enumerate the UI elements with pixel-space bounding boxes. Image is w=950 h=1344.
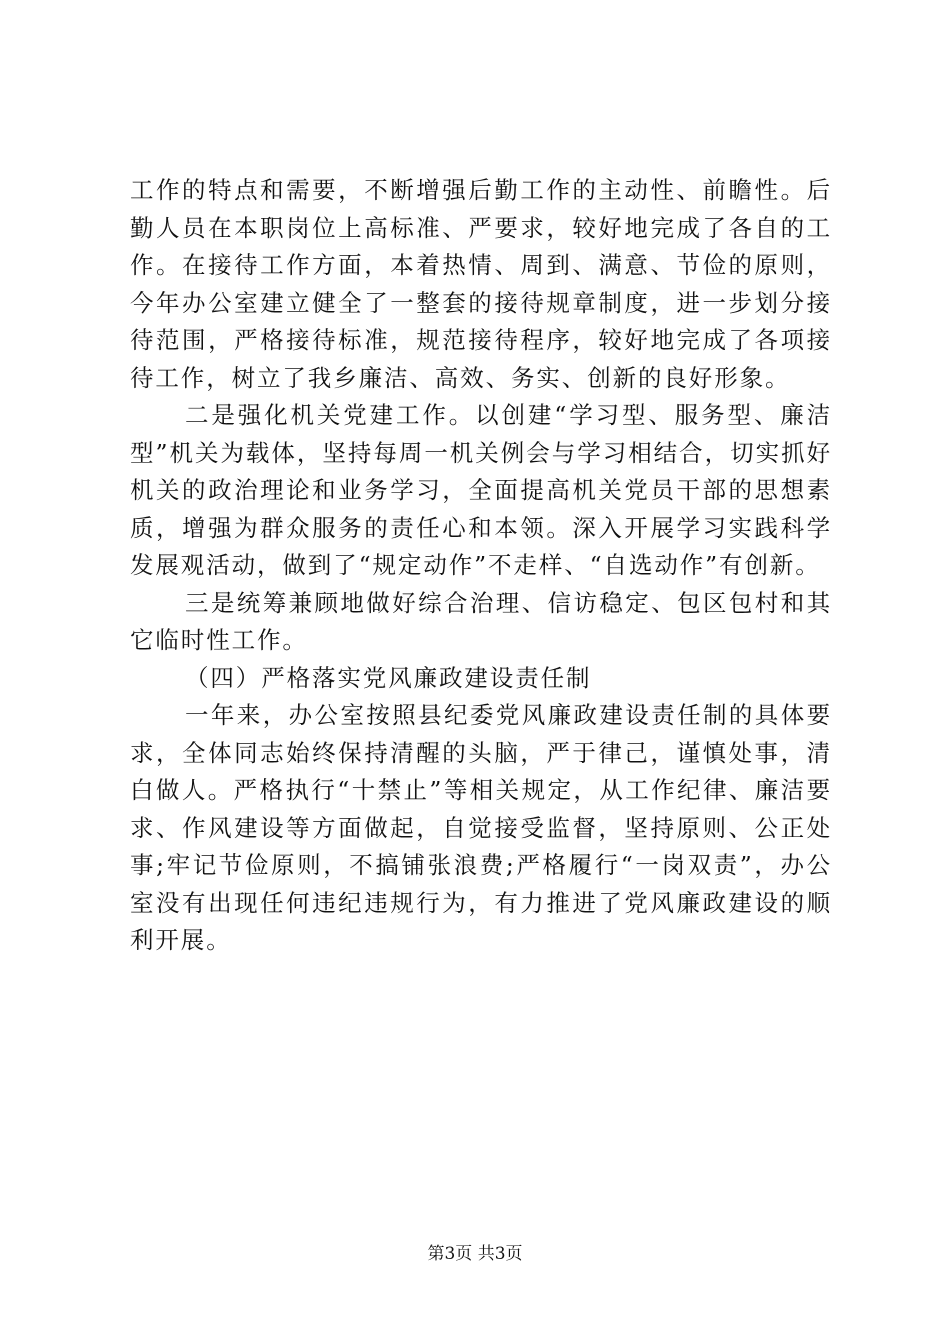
paragraph-continuation: 工作的特点和需要，不断增强后勤工作的主动性、前瞻性。后勤人员在本职岗位上高标准、严要求，较好地完成了各自的工作。在接待工作方面，本着热情、周到、满意、节俭的原则，今年办公室建立健全了一整套的接待规章制度，进一步划分接待范围，严格接待标准，规范接待程序，较好地完成了各项接待工作，树立了我乡廉洁、高效、务实、创新的良好形象。 [130, 176, 832, 392]
page-footer: 第3页 共3页 [427, 1244, 523, 1264]
section-heading-four: （四）严格落实党风廉政建设责任制 [185, 663, 592, 692]
document-body [130, 172, 832, 960]
paragraph-integrity: 一年来，办公室按照县纪委党风廉政建设责任制的具体要求，全体同志始终保持清醒的头脑，严于律己，谨慎处事，清白做人。严格执行“十禁止”等相关规定，从工作纪律、廉洁要求、作风建设等方面做起，自觉接受监督，坚持原则、公正处事;牢记节俭原则，不搞铺张浪费;严格履行“一岗双责”，办公室没有出现任何违纪违规行为，有力推进了党风廉政建设的顺利开展。 [130, 701, 832, 954]
paragraph-comprehensive-work: 三是统筹兼顾地做好综合治理、信访稳定、包区包村和其它临时性工作。 [130, 588, 832, 654]
paragraph-party-building: 二是强化机关党建工作。以创建“学习型、服务型、廉洁型”机关为载体，坚持每周一机关例会与学习相结合，切实抓好机关的政治理论和业务学习，全面提高机关党员干部的思想素质，增强为群众服务的责任心和本领。深入开展学习实践科学发展观活动，做到了“规定动作”不走样、“自选动作”有创新。 [130, 401, 832, 579]
